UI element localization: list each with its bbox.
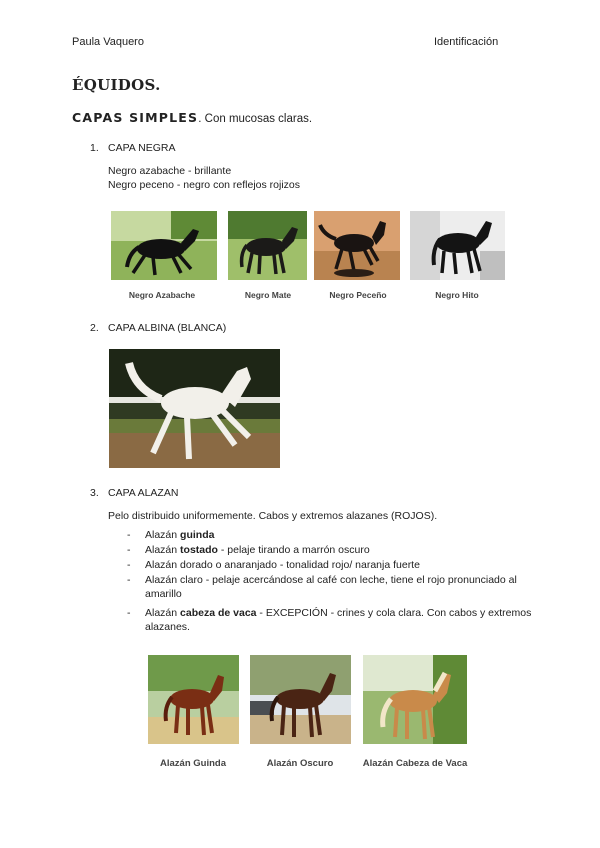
photo-alazan-guinda	[148, 655, 239, 744]
photo-negro-azabache	[111, 211, 217, 280]
photo-alazan-cabeza-de-vaca	[363, 655, 467, 744]
list-item: - Alazán dorado o anaranjado - tonalidad rojo/ naranja fuerte	[127, 559, 420, 571]
item-title-capa-alazan: CAPA ALAZAN	[108, 487, 179, 499]
alazan-bullet-list	[127, 528, 537, 635]
photo-caption: Negro Peceño	[329, 290, 387, 300]
text-line: Pelo distribuido uniformemente. Cabos y extremos alazanes (ROJOS).	[108, 510, 438, 522]
photo-negro-peceno	[314, 211, 400, 280]
item-title-capa-albina: CAPA ALBINA (BLANCA)	[108, 322, 227, 334]
photo-caption: Negro Mate	[244, 290, 292, 300]
list-item: - Alazán cabeza de vaca - EXCEPCIÓN - crines y cola clara. Con cabos y extremos alazanes.	[127, 607, 532, 633]
photo-caption: Alazán Oscuro	[266, 758, 334, 769]
photo-caption: Alazán Cabeza de Vaca	[362, 758, 468, 769]
header-section: Identificación	[434, 36, 499, 48]
text-line: Negro azabache - brillante	[108, 165, 232, 177]
photo-negro-mate	[228, 211, 307, 280]
photo-caption: Alazán Guinda	[160, 758, 226, 769]
header-author: Paula Vaquero	[72, 36, 144, 48]
item-number: 2.	[90, 322, 99, 334]
page-title: ÉQUIDOS.	[72, 76, 161, 94]
item-number: 3.	[90, 487, 99, 499]
item-number: 1.	[90, 142, 99, 154]
list-item: - Alazán claro - pelaje acercándose al café con leche, tiene el rojo pronunciado al amarillo	[127, 574, 517, 600]
photo-negro-hito	[410, 211, 505, 280]
photo-caption: Negro Azabache	[128, 290, 196, 300]
text-line: Negro peceno - negro con reflejos rojizos	[108, 179, 301, 191]
section-suffix: . Con mucosas claras.	[198, 113, 313, 125]
photo-capa-albina	[109, 349, 280, 468]
list-item: - Alazán guinda	[127, 529, 215, 541]
photo-alazan-oscuro	[250, 655, 351, 744]
list-item: - Alazán tostado - pelaje tirando a marrón oscuro	[127, 544, 370, 556]
photo-caption: Negro Hito	[435, 290, 479, 300]
section-heading	[72, 110, 312, 125]
section-label: CAPAS SIMPLES	[72, 110, 199, 125]
item-title-capa-negra: CAPA NEGRA	[108, 142, 176, 154]
